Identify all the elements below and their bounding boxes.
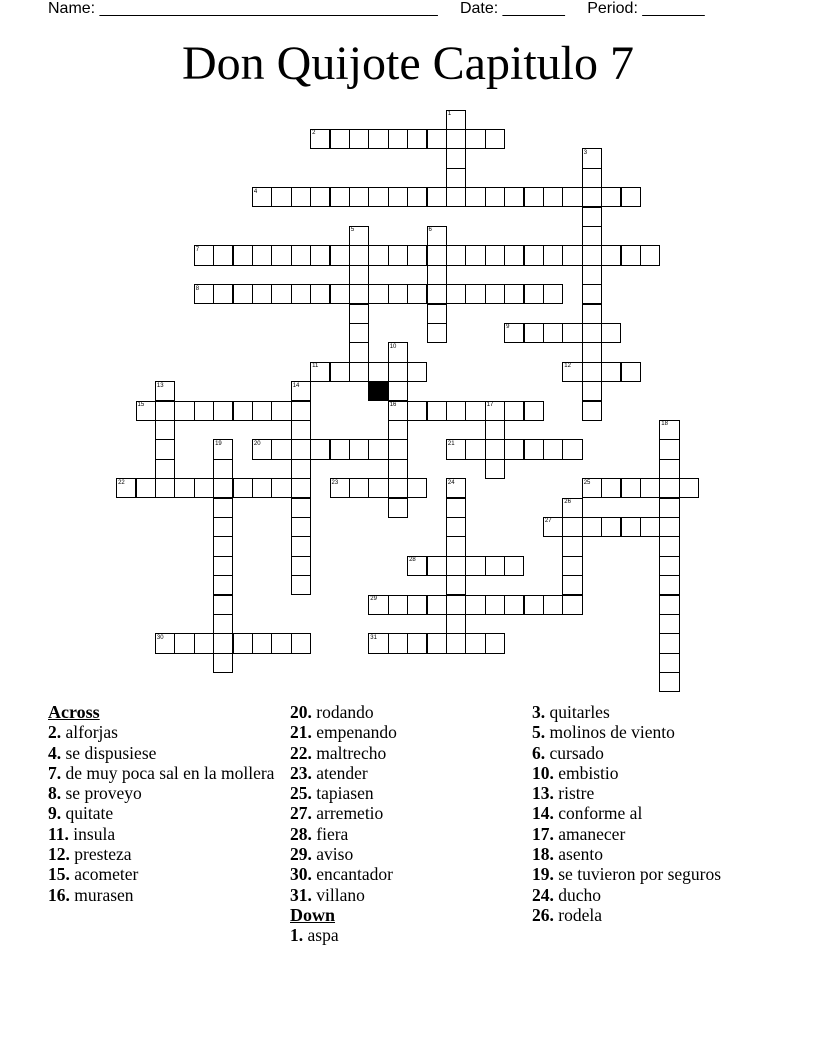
grid-cell[interactable] — [562, 556, 582, 576]
grid-cell[interactable] — [562, 245, 582, 265]
grid-cell[interactable] — [233, 284, 253, 304]
grid-cell[interactable] — [446, 187, 466, 207]
grid-cell[interactable] — [446, 575, 466, 595]
grid-cell[interactable] — [427, 633, 447, 653]
grid-cell[interactable] — [155, 439, 175, 459]
grid-cell[interactable] — [427, 401, 447, 421]
grid-cell[interactable] — [485, 284, 505, 304]
grid-cell[interactable] — [446, 498, 466, 518]
grid-cell[interactable] — [388, 633, 408, 653]
grid-cell[interactable] — [291, 517, 311, 537]
grid-cell[interactable] — [291, 478, 311, 498]
grid-cell[interactable] — [291, 401, 311, 421]
clue-number-label: 3 — [583, 149, 588, 156]
grid-cell[interactable] — [388, 362, 408, 382]
grid-cell[interactable] — [330, 129, 350, 149]
date-label: Date: — [459, 0, 499, 17]
clue-number-label: 5 — [350, 227, 355, 234]
grid-cell[interactable] — [213, 517, 233, 537]
grid-cell[interactable] — [485, 459, 505, 479]
grid-cell[interactable] — [194, 633, 214, 653]
clue-down-26: 26. rodela — [532, 904, 602, 925]
grid-cell[interactable] — [504, 595, 524, 615]
grid-cell[interactable] — [291, 556, 311, 576]
grid-cell[interactable] — [659, 595, 679, 615]
grid-cell[interactable] — [562, 595, 582, 615]
grid-cell[interactable] — [388, 381, 408, 401]
grid-cell[interactable] — [659, 478, 679, 498]
grid-cell[interactable] — [368, 478, 388, 498]
grid-cell[interactable] — [582, 381, 602, 401]
clue-across-20: 20. rodando — [290, 702, 374, 722]
grid-cell[interactable] — [640, 478, 660, 498]
grid-cell[interactable] — [349, 342, 369, 362]
grid-cell[interactable] — [504, 187, 524, 207]
grid-cell[interactable] — [271, 245, 291, 265]
clue-number-label: 31 — [370, 634, 377, 641]
grid-cell[interactable] — [659, 459, 679, 479]
clue-number-label: 6 — [428, 227, 432, 234]
grid-cell[interactable] — [252, 478, 272, 498]
grid-cell[interactable] — [252, 401, 272, 421]
grid-cell[interactable] — [136, 478, 156, 498]
grid-cell[interactable] — [213, 401, 233, 421]
grid-cell[interactable] — [349, 439, 369, 459]
clue-number-label: 26 — [564, 499, 571, 505]
grid-cell[interactable] — [330, 245, 350, 265]
clue-down-19: 19. se tuvieron por seguros — [532, 864, 722, 885]
grid-cell[interactable] — [194, 401, 214, 421]
grid-cell[interactable] — [213, 245, 233, 265]
grid-cell[interactable] — [465, 556, 485, 576]
grid-cell[interactable] — [252, 284, 272, 304]
grid-cell[interactable] — [601, 245, 621, 265]
clue-number-label: 18 — [661, 421, 668, 428]
clue-number-label: 15 — [137, 402, 145, 408]
clue-down-1: 1. aspa — [290, 925, 339, 946]
grid-cell[interactable] — [388, 187, 408, 207]
clue-number-label: 14 — [292, 382, 300, 389]
grid-cell[interactable] — [465, 401, 485, 421]
clue-number-label: 20 — [253, 440, 261, 447]
clue-number-label: 1 — [447, 111, 452, 117]
clue-number-label: 2 — [312, 130, 316, 137]
grid-cell[interactable] — [659, 536, 679, 556]
grid-cell[interactable] — [233, 245, 253, 265]
clue-number-label: 27 — [544, 518, 552, 525]
clue-down-5: 5. molinos de viento — [532, 722, 675, 743]
grid-cell[interactable] — [659, 517, 679, 537]
clue-across-16: 16. murasen — [48, 884, 134, 905]
grid-cell[interactable] — [562, 575, 582, 595]
clue-number-label: 8 — [195, 285, 200, 292]
grid-cell[interactable] — [640, 517, 660, 537]
grid-cell[interactable] — [407, 478, 427, 498]
grid-cell[interactable] — [465, 439, 485, 459]
grid-cell[interactable] — [291, 420, 311, 440]
grid-cell[interactable] — [213, 653, 233, 673]
clue-number-label: 7 — [195, 246, 200, 253]
grid-cell[interactable] — [582, 362, 602, 382]
grid-cell[interactable] — [291, 633, 311, 653]
grid-cell[interactable] — [330, 284, 350, 304]
grid-cell[interactable] — [621, 478, 641, 498]
clue-number-label: 23 — [331, 479, 339, 486]
grid-cell[interactable] — [582, 323, 602, 343]
grid-cell[interactable] — [465, 129, 485, 149]
grid-cell[interactable] — [368, 284, 388, 304]
grid-cell[interactable] — [368, 245, 388, 265]
grid-cell[interactable] — [524, 439, 544, 459]
grid-cell[interactable] — [407, 362, 427, 382]
clue-across-29: 29. aviso — [290, 844, 354, 865]
grid-cell[interactable] — [349, 478, 369, 498]
grid-cell[interactable] — [543, 439, 563, 459]
grid-cell[interactable] — [213, 614, 233, 634]
clue-number-label: 22 — [118, 479, 125, 486]
name-blank[interactable]: ______________________________________ — [99, 0, 438, 17]
grid-cell[interactable] — [504, 245, 524, 265]
grid-cell[interactable] — [465, 284, 485, 304]
grid-cell[interactable] — [330, 362, 350, 382]
grid-cell[interactable] — [582, 265, 602, 285]
clue-number-label: 19 — [215, 440, 222, 447]
grid-cell[interactable] — [659, 672, 679, 692]
grid-cell[interactable] — [582, 401, 602, 421]
grid-cell[interactable] — [659, 633, 679, 653]
grid-cell[interactable] — [213, 575, 233, 595]
clue-across-2: 2. alforjas — [48, 722, 118, 743]
clue-down-24: 24. ducho — [532, 884, 602, 905]
grid-cell[interactable] — [368, 129, 388, 149]
grid-cell[interactable] — [485, 595, 505, 615]
grid-cell[interactable] — [271, 439, 291, 459]
grid-cell[interactable] — [349, 187, 369, 207]
grid-cell[interactable] — [465, 187, 485, 207]
clue-across-22: 22. maltrecho — [290, 742, 387, 763]
clue-across-31: 31. villano — [290, 884, 365, 905]
grid-cell[interactable] — [213, 478, 233, 498]
clue-number-label: 4 — [253, 188, 258, 195]
grid-cell[interactable] — [174, 401, 194, 421]
grid-cell[interactable] — [368, 362, 388, 382]
grid-cell[interactable] — [485, 187, 505, 207]
clue-across-25: 25. tapiasen — [290, 783, 374, 804]
grid-cell[interactable] — [174, 633, 194, 653]
grid-black-cell — [368, 381, 388, 401]
grid-cell[interactable] — [427, 323, 447, 343]
clue-number-label: 13 — [156, 382, 164, 389]
grid-cell[interactable] — [659, 556, 679, 576]
clue-number-label: 25 — [583, 479, 591, 486]
grid-cell[interactable] — [330, 187, 350, 207]
period-label: Period: — [587, 0, 638, 17]
grid-cell[interactable] — [659, 653, 679, 673]
grid-cell[interactable] — [407, 245, 427, 265]
grid-cell[interactable] — [582, 245, 602, 265]
clue-across-30: 30. encantador — [290, 864, 394, 885]
grid-cell[interactable] — [485, 420, 505, 440]
grid-cell[interactable] — [621, 245, 641, 265]
grid-cell[interactable] — [485, 439, 505, 459]
grid-cell[interactable] — [582, 226, 602, 246]
grid-cell[interactable] — [291, 284, 311, 304]
down-heading: Down — [290, 904, 336, 925]
grid-cell[interactable] — [388, 498, 408, 518]
grid-cell[interactable] — [388, 129, 408, 149]
grid-cell[interactable] — [524, 595, 544, 615]
grid-cell[interactable] — [310, 245, 330, 265]
grid-cell[interactable] — [213, 536, 233, 556]
grid-cell[interactable] — [446, 595, 466, 615]
grid-cell[interactable] — [659, 498, 679, 518]
grid-cell[interactable] — [543, 245, 563, 265]
grid-cell[interactable] — [155, 401, 175, 421]
grid-cell[interactable] — [427, 245, 447, 265]
grid-cell[interactable] — [388, 245, 408, 265]
grid-cell[interactable] — [368, 187, 388, 207]
worksheet-title: Don Quijote Capitulo 7 — [182, 37, 634, 90]
grid-cell[interactable] — [543, 284, 563, 304]
grid-cell[interactable] — [213, 284, 233, 304]
grid-cell[interactable] — [446, 284, 466, 304]
grid-cell[interactable] — [446, 168, 466, 188]
grid-cell[interactable] — [427, 284, 447, 304]
grid-cell[interactable] — [174, 478, 194, 498]
grid-cell[interactable] — [582, 342, 602, 362]
grid-cell[interactable] — [485, 245, 505, 265]
grid-cell[interactable] — [349, 304, 369, 324]
grid-cell[interactable] — [446, 148, 466, 168]
grid-cell[interactable] — [407, 187, 427, 207]
grid-cell[interactable] — [582, 304, 602, 324]
grid-cell[interactable] — [349, 129, 369, 149]
grid-cell[interactable] — [446, 245, 466, 265]
name-label: Name: — [48, 0, 96, 17]
grid-cell[interactable] — [582, 187, 602, 207]
grid-cell[interactable] — [155, 459, 175, 479]
grid-cell[interactable] — [485, 556, 505, 576]
grid-cell[interactable] — [271, 187, 291, 207]
grid-cell[interactable] — [621, 517, 641, 537]
grid-cell[interactable] — [213, 459, 233, 479]
clue-number-label: 12 — [564, 363, 571, 370]
grid-cell[interactable] — [659, 575, 679, 595]
grid-cell[interactable] — [427, 304, 447, 324]
grid-cell[interactable] — [407, 401, 427, 421]
grid-cell[interactable] — [252, 633, 272, 653]
grid-cell[interactable] — [582, 284, 602, 304]
clue-column-3 — [532, 702, 764, 925]
grid-cell[interactable] — [621, 187, 641, 207]
clue-number-label: 29 — [370, 596, 377, 602]
clue-across-15: 15. acometer — [48, 864, 139, 885]
grid-cell[interactable] — [582, 168, 602, 188]
grid-cell[interactable] — [310, 439, 330, 459]
grid-cell[interactable] — [659, 614, 679, 634]
clue-down-18: 18. asento — [532, 844, 603, 865]
clue-across-4: 4. se dispusiese — [48, 742, 157, 763]
clue-number-label: 28 — [409, 557, 416, 564]
clue-down-3: 3. quitarles — [532, 702, 610, 722]
grid-cell[interactable] — [291, 575, 311, 595]
grid-cell[interactable] — [504, 439, 524, 459]
grid-cell[interactable] — [601, 323, 621, 343]
grid-cell[interactable] — [349, 265, 369, 285]
grid-cell[interactable] — [155, 478, 175, 498]
grid-cell[interactable] — [601, 187, 621, 207]
grid-cell[interactable] — [582, 207, 602, 227]
grid-cell[interactable] — [252, 245, 272, 265]
grid-cell[interactable] — [427, 265, 447, 285]
grid-cell[interactable] — [485, 633, 505, 653]
clue-across-27: 27. arremetio — [290, 803, 384, 824]
grid-cell[interactable] — [524, 245, 544, 265]
grid-cell[interactable] — [601, 362, 621, 382]
grid-cell[interactable] — [291, 536, 311, 556]
grid-cell[interactable] — [562, 517, 582, 537]
grid-cell[interactable] — [601, 517, 621, 537]
grid-cell[interactable] — [349, 362, 369, 382]
grid-cell[interactable] — [543, 187, 563, 207]
clue-number-label: 9 — [506, 324, 510, 331]
grid-cell[interactable] — [601, 478, 621, 498]
grid-cell[interactable] — [640, 245, 660, 265]
grid-cell[interactable] — [504, 556, 524, 576]
grid-cell[interactable] — [271, 633, 291, 653]
grid-cell[interactable] — [465, 245, 485, 265]
grid-cell[interactable] — [349, 323, 369, 343]
grid-cell[interactable] — [427, 129, 447, 149]
grid-cell[interactable] — [310, 187, 330, 207]
grid-cell[interactable] — [407, 595, 427, 615]
grid-cell[interactable] — [407, 284, 427, 304]
grid-cell[interactable] — [446, 517, 466, 537]
grid-cell[interactable] — [213, 556, 233, 576]
grid-cell[interactable] — [271, 478, 291, 498]
clue-down-17: 17. amanecer — [532, 823, 626, 844]
across-heading: Across — [48, 702, 100, 722]
grid-cell[interactable] — [388, 459, 408, 479]
clue-across-21: 21. empenando — [290, 722, 397, 743]
clue-across-11: 11. insula — [48, 823, 116, 844]
clue-across-9: 9. quitate — [48, 803, 114, 824]
grid-cell[interactable] — [465, 633, 485, 653]
grid-cell[interactable] — [194, 478, 214, 498]
grid-cell[interactable] — [524, 187, 544, 207]
clue-number-label: 16 — [389, 402, 397, 408]
grid-cell[interactable] — [213, 498, 233, 518]
grid-cell[interactable] — [271, 284, 291, 304]
clue-number-label: 17 — [486, 402, 494, 408]
grid-cell[interactable] — [155, 420, 175, 440]
grid-cell[interactable] — [407, 633, 427, 653]
grid-cell[interactable] — [291, 245, 311, 265]
date-blank[interactable]: _______ — [502, 0, 565, 17]
grid-cell[interactable] — [233, 478, 253, 498]
grid-cell[interactable] — [427, 595, 447, 615]
clue-number-label: 24 — [447, 479, 455, 486]
grid-cell[interactable] — [291, 459, 311, 479]
grid-cell[interactable] — [233, 401, 253, 421]
period-blank[interactable]: _______ — [642, 0, 705, 17]
clue-across-12: 12. presteza — [48, 844, 132, 865]
clue-across-8: 8. se proveyo — [48, 783, 142, 804]
grid-cell[interactable] — [388, 284, 408, 304]
grid-cell[interactable] — [233, 633, 253, 653]
clue-number-label: 21 — [447, 440, 455, 447]
grid-cell[interactable] — [504, 284, 524, 304]
clue-down-6: 6. cursado — [532, 742, 604, 763]
clue-number-label: 30 — [156, 634, 164, 641]
grid-cell[interactable] — [407, 129, 427, 149]
grid-cell[interactable] — [446, 614, 466, 634]
grid-cell[interactable] — [446, 401, 466, 421]
grid-cell[interactable] — [330, 439, 350, 459]
grid-cell[interactable] — [562, 187, 582, 207]
clue-column-2 — [290, 702, 522, 946]
grid-cell[interactable] — [659, 439, 679, 459]
grid-cell[interactable] — [679, 478, 699, 498]
grid-cell[interactable] — [504, 401, 524, 421]
grid-cell[interactable] — [368, 439, 388, 459]
grid-cell[interactable] — [465, 595, 485, 615]
clue-number-label: 10 — [389, 343, 397, 350]
grid-cell[interactable] — [291, 439, 311, 459]
clue-across-28: 28. fiera — [290, 823, 349, 844]
clue-across-23: 23. atender — [290, 762, 368, 783]
grid-cell[interactable] — [291, 498, 311, 518]
grid-cell[interactable] — [349, 245, 369, 265]
clue-down-14: 14. conforme al — [532, 803, 643, 824]
grid-cell[interactable] — [621, 362, 641, 382]
grid-cell[interactable] — [446, 633, 466, 653]
grid-cell[interactable] — [524, 323, 544, 343]
grid-cell[interactable] — [427, 187, 447, 207]
clue-column-1 — [48, 702, 280, 905]
clue-down-10: 10. embistio — [532, 762, 619, 783]
grid-cell[interactable] — [213, 633, 233, 653]
grid-cell[interactable] — [524, 401, 544, 421]
clue-down-13: 13. ristre — [532, 783, 595, 804]
grid-cell[interactable] — [310, 284, 330, 304]
grid-cell[interactable] — [446, 536, 466, 556]
grid-cell[interactable] — [524, 284, 544, 304]
grid-cell[interactable] — [485, 129, 505, 149]
grid-cell[interactable] — [291, 187, 311, 207]
grid-cell[interactable] — [446, 556, 466, 576]
grid-cell[interactable] — [427, 556, 447, 576]
grid-cell[interactable] — [446, 129, 466, 149]
grid-cell[interactable] — [388, 478, 408, 498]
grid-cell[interactable] — [388, 420, 408, 440]
grid-cell[interactable] — [543, 595, 563, 615]
grid-cell[interactable] — [271, 401, 291, 421]
clue-across-7: 7. de muy poca sal en la mollera — [48, 762, 275, 783]
grid-cell[interactable] — [582, 517, 602, 537]
grid-cell[interactable] — [543, 323, 563, 343]
grid-cell[interactable] — [349, 284, 369, 304]
grid-cell[interactable] — [562, 439, 582, 459]
clue-number-label: 11 — [312, 363, 319, 370]
grid-cell[interactable] — [388, 595, 408, 615]
grid-cell[interactable] — [562, 323, 582, 343]
grid-cell[interactable] — [562, 536, 582, 556]
grid-cell[interactable] — [388, 439, 408, 459]
grid-cell[interactable] — [213, 595, 233, 615]
